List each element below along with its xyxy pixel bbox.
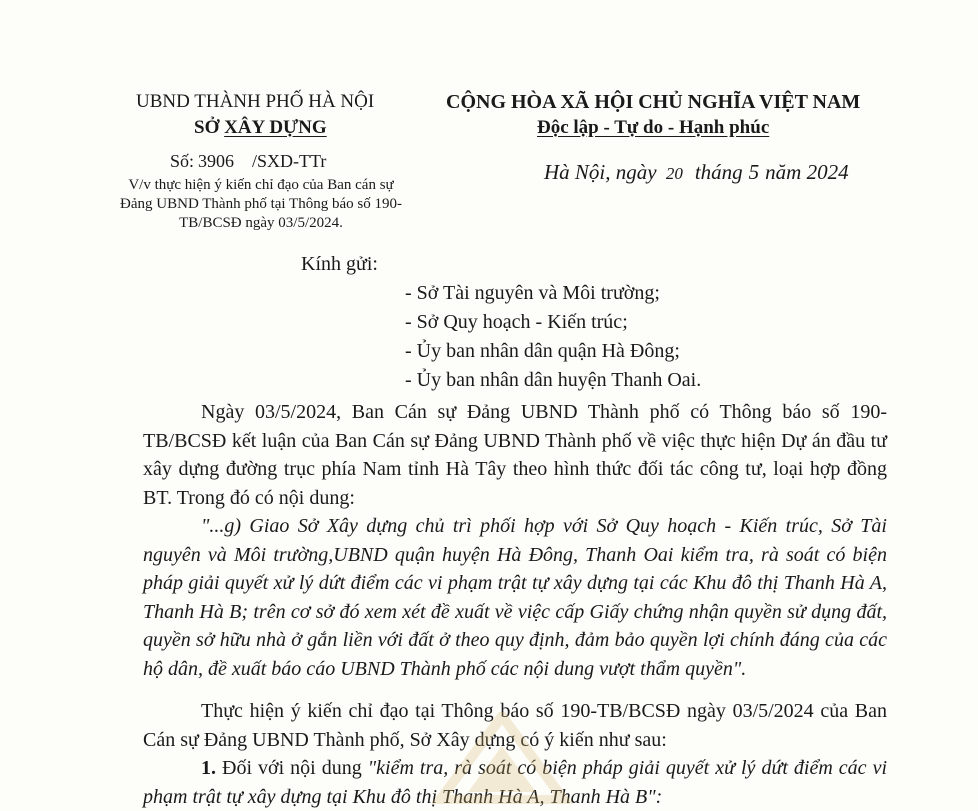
recipient-item: - Sở Quy hoạch - Kiến trúc; [405, 311, 628, 333]
date-prefix: Hà Nội, ngày [544, 160, 657, 184]
body-paragraph-1-text: Ngày 03/5/2024, Ban Cán sự Đảng UBND Thành phố có Thông báo số 190-TB/BCSĐ kết luận của Ban Cán sự Đảng UBND Thành phố về việc thực hiện Dự án đầu tư xây dựng đường trục phía Nam tỉnh Hà Tây theo hình thức đối tác công tư, loại hợp đồng BT. Trong đó có nội dung: [143, 401, 887, 509]
recipient-item: - Ủy ban nhân dân huyện Thanh Oai. [405, 369, 702, 391]
item-1-quote: "kiểm tra, rà soát có biện pháp giải quyết xử lý dứt điểm các vi phạm trật tự xây dựng tại Khu đô thị Thanh Hà A, Thanh Hà B": [143, 757, 888, 808]
recipient-item: - Ủy ban nhân dân quận Hà Đông; [405, 340, 680, 362]
recipients-label: Kính gửi: [301, 253, 378, 275]
document-date [544, 160, 849, 185]
national-title: CỘNG HÒA XÃ HỘI CHỦ NGHĨA VIỆT NAM [446, 91, 861, 113]
watermark-logo-icon [432, 712, 572, 804]
date-month: 5 [748, 160, 760, 184]
national-motto: Độc lập - Tự do - Hạnh phúc [537, 117, 770, 138]
recipient-item: - Sở Tài nguyên và Môi trường; [405, 282, 660, 304]
date-month-label: tháng [694, 160, 743, 184]
issuing-department-underlined: XÂY DỰNG [224, 117, 327, 138]
document-number [170, 151, 326, 172]
body-paragraph-2-text: Thực hiện ý kiến chỉ đạo tại Thông báo số 190-TB/BCSĐ ngày 03/5/2024 của Ban Cán sự Đảng UBND Thành phố, Sở Xây dựng có ý kiến như sau: [143, 700, 887, 751]
doc-no-suffix: /SXD-TTr [252, 151, 327, 171]
document-subject: V/v thực hiện ý kiến chỉ đạo của Ban cán sự Đảng UBND Thành phố tại Thông báo số 190-TB/BCSĐ ngày 03/5/2024. [120, 177, 402, 231]
issuing-department-prefix: SỞ [194, 117, 225, 138]
quoted-directive-text: "...g) Giao Sở Xây dựng chủ trì phối hợp với Sở Quy hoạch - Kiến trúc, Sở Tài nguyên và Môi trường,UBND quận huyện Hà Đông, Thanh Oai kiểm tra, rà soát có biện pháp giải quyết xử lý dứt điểm các vi phạm trật tự xây dựng tại các Khu đô thị Thanh Hà A, Thanh Hà B; trên cơ sở đó xem xét đề xuất về việc cấp Giấy chứng nhận quyền sử dụng đất, quyền sở hữu nhà ở gắn liền với đất ở theo quy định, đảm bảo quyền lợi chính đáng của các hộ dân, đề xuất báo cáo UBND Thành phố các nội dung vượt thẩm quyền". [143, 515, 887, 680]
doc-no-label: Số: [170, 151, 195, 171]
date-day: 20 [665, 164, 683, 183]
issuing-department [194, 117, 327, 139]
doc-no-value: 3906 [198, 151, 235, 171]
item-1-number: 1. [201, 757, 216, 779]
date-year: năm 2024 [765, 160, 849, 184]
issuing-authority: UBND THÀNH PHỐ HÀ NỘI [136, 91, 375, 112]
body-paragraph-1 [143, 398, 887, 512]
quoted-directive [143, 512, 887, 683]
item-1-lead: Đối với nội dung [222, 757, 362, 779]
